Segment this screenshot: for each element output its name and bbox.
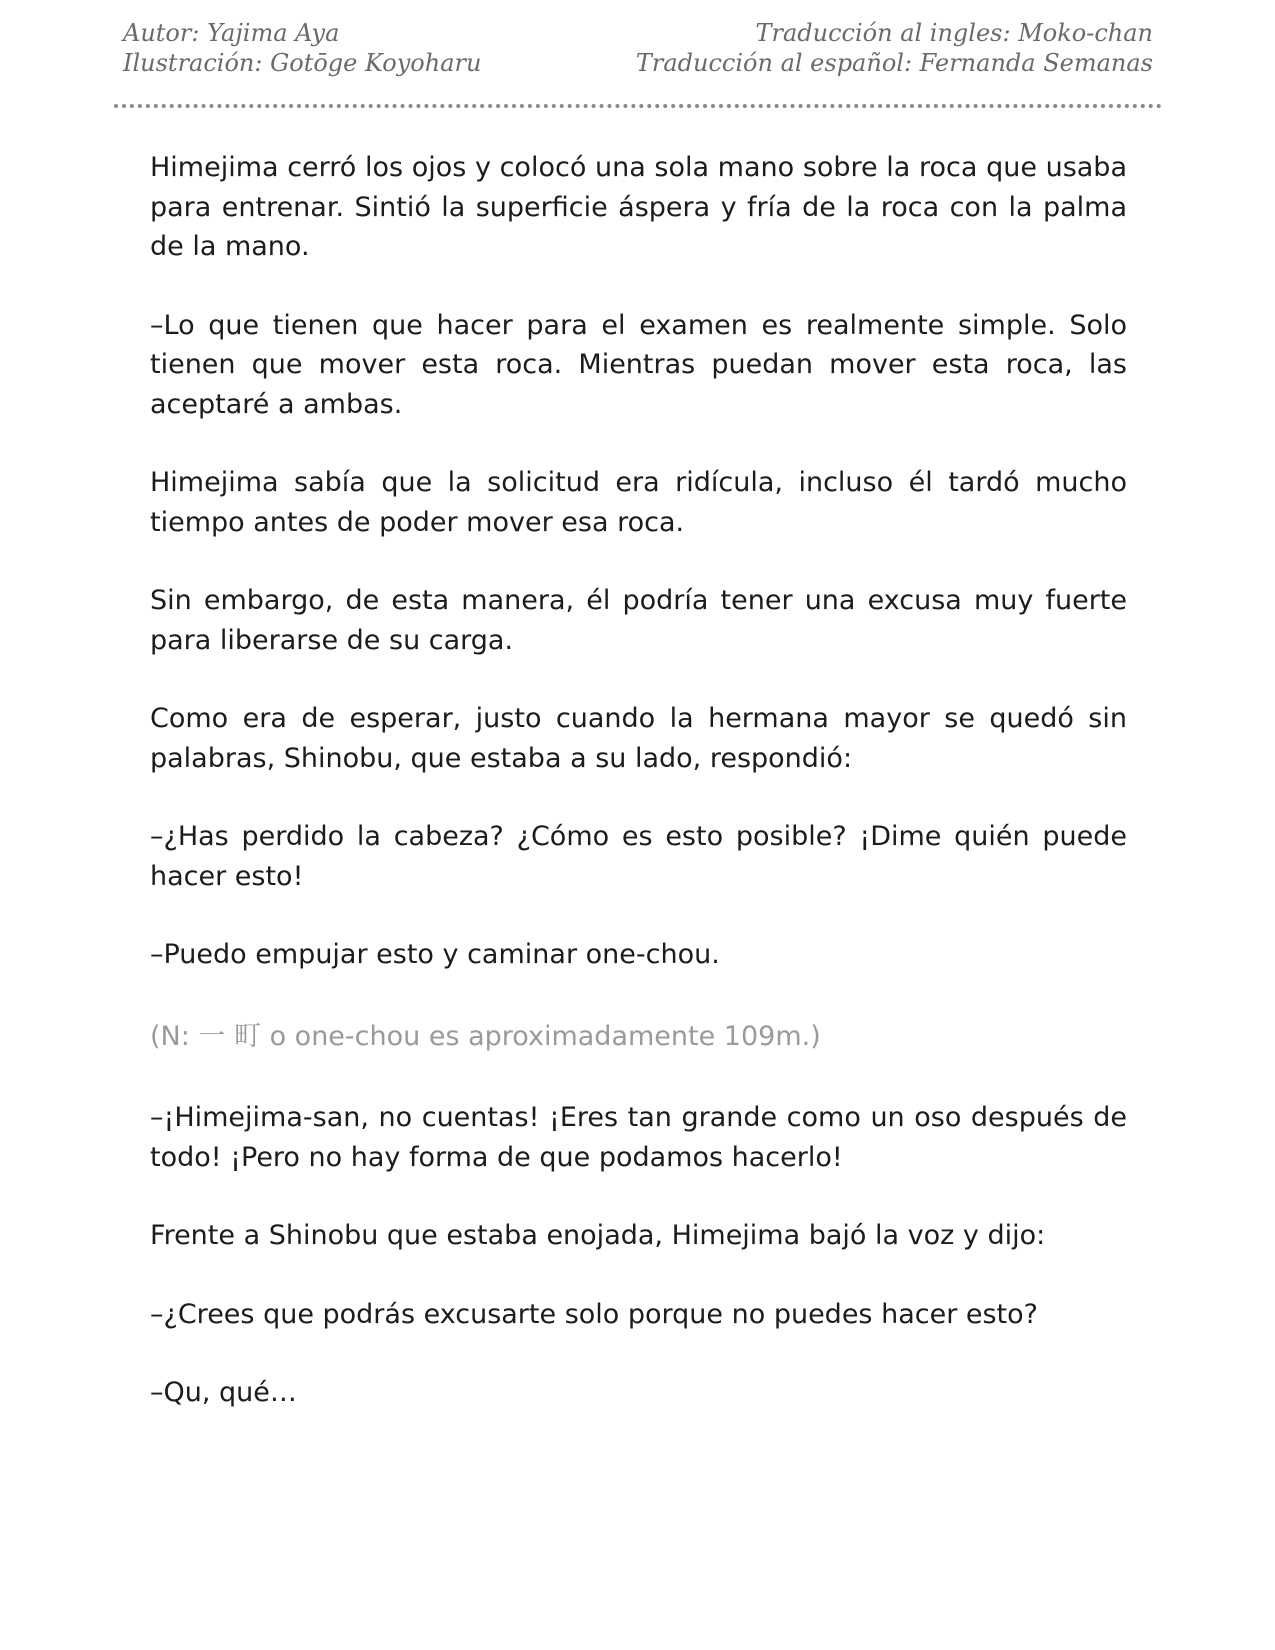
paragraph: Himejima sabía que la solicitud era ridícula, incluso él tardó mucho tiempo antes de poder mover esa roca.: [150, 467, 1127, 538]
header-credits-right: [636, 18, 1153, 78]
illustration-credit: Ilustración: Gotōge Koyoharu: [123, 49, 482, 77]
paragraph: Himejima cerró los ojos y colocó una sola mano sobre la roca que usaba para entrenar. Sintió la superficie áspera y fría de la roca con la palma de la mano.: [150, 152, 1127, 262]
paragraph: –Lo que tienen que hacer para el examen es realmente simple. Solo tienen que mover esta roca. Mientras puedan mover esta roca, las aceptaré a ambas.: [150, 309, 1127, 420]
paragraph: –¿Crees que podrás excusarte solo porque no puedes hacer esto?: [150, 1298, 1038, 1330]
translator-note: (N: 一 町 o one-chou es aproximadamente 109m.): [150, 1020, 821, 1052]
paragraph: –¿Has perdido la cabeza? ¿Cómo es esto posible? ¡Dime quién puede hacer esto!: [150, 821, 1127, 892]
header-credits-left: [123, 18, 481, 78]
paragraph: –Puedo empujar esto y caminar one-chou.: [150, 939, 720, 970]
author-credit: Autor: Yajima Aya: [123, 19, 340, 47]
paragraph: Sin embargo, de esta manera, él podría tener una excusa muy fuerte para liberarse de su carga.: [150, 585, 1127, 656]
spanish-translation-credit: Traducción al español: Fernanda Semanas: [635, 49, 1153, 77]
dotted-divider: [114, 104, 1162, 108]
paragraph: –¡Himejima-san, no cuentas! ¡Eres tan grande como un oso después de todo! ¡Pero no hay forma de que podamos hacerlo!: [150, 1102, 1127, 1173]
paragraph: Como era de esperar, justo cuando la hermana mayor se quedó sin palabras, Shinobu, que estaba a su lado, respondió:: [150, 703, 1127, 774]
page-header: [123, 18, 1153, 88]
english-translation-credit: Traducción al ingles: Moko-chan: [755, 19, 1153, 47]
body-text: [150, 148, 1127, 1413]
paragraph: –Qu, qué…: [150, 1377, 297, 1408]
paragraph: Frente a Shinobu que estaba enojada, Himejima bajó la voz y dijo:: [150, 1220, 1046, 1251]
